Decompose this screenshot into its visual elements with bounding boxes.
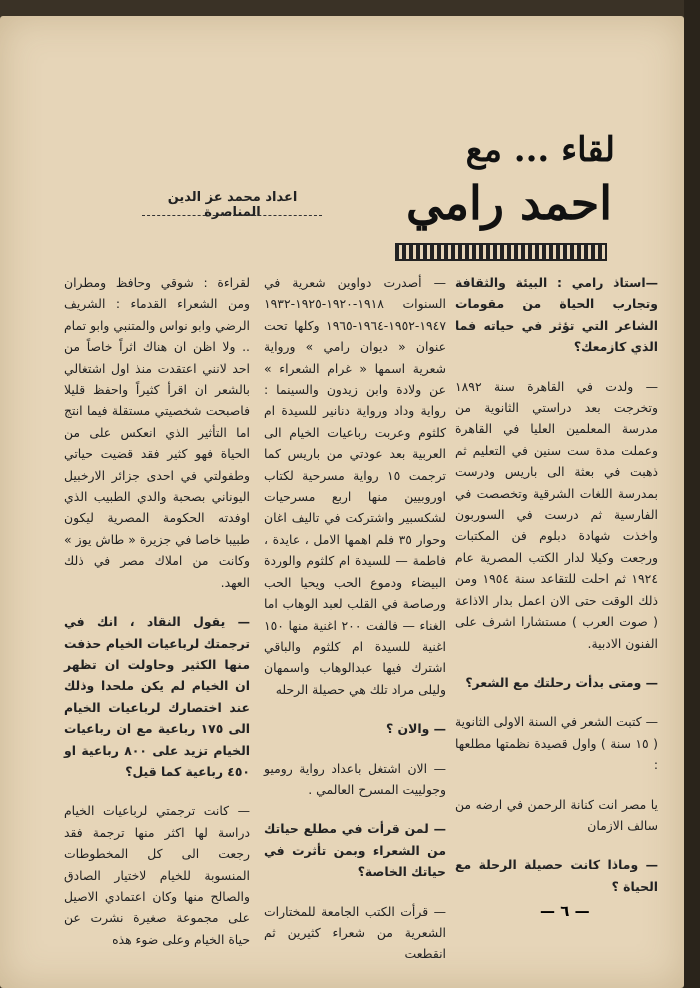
author-credit: اعداد محمد عز الدين المناصرة bbox=[167, 190, 298, 220]
page-number: — ٦ — bbox=[540, 902, 590, 920]
title-kicker: لقاء ... مع bbox=[465, 130, 615, 170]
question-paragraph: —استاذ رامي : البيئة والثقافة وتجارب الحياة من مقومات الشاعر التي تؤثر في حياته فما الذي كازمعك؟ bbox=[455, 275, 658, 355]
page-edge bbox=[684, 0, 700, 988]
answer-paragraph: — كتبت الشعر في السنة الاولى الثانوية ( ١٥ سنة ) واول قصيدة نظمتها مطلعها : bbox=[455, 714, 658, 773]
question-paragraph: — لمن قرأت في مطلع حياتك من الشعراء وبمن تأثرت في حياتك الخاصة؟ bbox=[264, 821, 446, 880]
answer-paragraph: — قرأت الكتب الجامعة للمختارات الشعرية من شعراء كثيرين ثم انقطعت bbox=[264, 903, 446, 962]
question-paragraph: — والان ؟ bbox=[386, 721, 446, 737]
author-divider bbox=[142, 215, 322, 216]
question-paragraph: — ومتى بدأت رحلتك مع الشعر؟ bbox=[465, 674, 658, 690]
page-title: احمد رامي bbox=[406, 176, 612, 230]
question-paragraph: — وماذا كانت حصيلة الرحلة مع الحياة ؟ bbox=[455, 857, 658, 894]
answer-paragraph: — الان اشتغل باعداد رواية روميو وجولييت المسرح العالمي . bbox=[264, 760, 446, 797]
column-left bbox=[64, 272, 250, 968]
answer-paragraph: — أصدرت دواوين شعرية في السنوات ١٩١٨-١٩٢٠-١٩٢٥-١٩٣٢ ١٩٤٧-١٩٥٢-١٩٦٤-١٩٦٥ وكلها تحت عنوان « ديوان رامي » ورواية شعرية اسمها « غرام الشعراء » عن ولادة وابن زيدون والسينما : رواية وداد ورواية دنانير للسيدة ام كلثوم وعربت رباعيات الخيام الى العربية بعد عودتي من باريس كما ترجمت ١٥ رواية مسرحية لكتاب اوروبيين منها اربع مسرحيات لشكسبير واشتركت في تاليف اغان وحوار ٣٥ فلم اهمها الامل ، عايدة ، فاطمة — للسيدة ام كلثوم والوردة البيضاء ودموع الحب ويحيا الحب ورصاصة في القلب لعبد الوهاب اما الغناء — فالفت ٢٠٠ اغنية منها ١٥٠ اغنية للسيدة ام كلثوم والباقي اشترك فيها عبدالوهاب واسمهان وليلى مراد تلك هي حصيلة الرحله bbox=[264, 275, 447, 697]
question-paragraph: — يقول النقاد ، انك في ترجمتك لرباعيات الخيام حذفت منها الكثير وحاولت ان تظهر ان الخيام لم يكن ملحدا وذلك عند اختصارك لرباعيات الخيام الى ١٧٥ رباعية مع ان رباعيات الخيام تزيد على ٨٠٠ رباعية او ٤٥٠ رباعية كما قيل؟ bbox=[64, 614, 250, 779]
answer-paragraph: يا مصر انت كنانة الرحمن في ارضه من سالف الازمان bbox=[455, 796, 658, 833]
answer-paragraph: — كانت ترجمتي لرباعيات الخيام دراسة لها اكثر منها ترجمة فقد رجعت الى كل المخطوطات المنسوبة للخيام لاختيار الصادق والصالح منها وكان اعتمادي الاصيل على مجموعة صغيرة نشرت عن حياة الخيام وعلى ضوء هذه bbox=[64, 803, 250, 947]
title-ornament bbox=[395, 243, 607, 261]
column-right bbox=[455, 272, 658, 915]
answer-paragraph: — ولدت في القاهرة سنة ١٨٩٢ وتخرجت بعد دراستي الثانوية من مدرسة المعلمين العليا في القاهرة وعملت مدة ست سنين في التعليم ثم ذهبت في بعثة الى باريس ودرست بمدرسة اللغات الشرقية وتخصصت في الفارسية ثم درست في السوربون واخذت شهادة دبلوم فن المكتبات ورجعت وكيلا لدار الكتب المصرية عام ١٩٢٤ ثم احلت للتقاعد سنة ١٩٥٤ ومن ذلك الوقت حتى الان اعمل بدار الاذاعة ( صوت العرب ) مستشارا اشرف على الفنون الادبية. bbox=[455, 378, 658, 651]
column-middle bbox=[264, 272, 446, 983]
answer-paragraph: لقراءة : شوقي وحافظ ومطران ومن الشعراء القدماء : الشريف الرضي وابو نواس والمتنبي وابو تمام .. ولا اظن ان هناك اثراً خاصاً من احد لانني اعتقدت منذ اول اشتغالي بالشعر ان اقرأ كثيراً واحفظ قليلا فاصبحت شخصيتي مستقلة فيما انتج اما التأثير الذي انعكس على من الحياة فهو كثير فقد قضيت حياتي وطفولتي في احدى جزائر الارخبيل اليوناني بصحبة والدي الطبيب الذي اوفدته الحكومة المصرية ليكون طبيبا خاصا في جزيرة « طاش يوز » وكانت من املاك مصر في ذلك العهد. bbox=[64, 275, 250, 590]
